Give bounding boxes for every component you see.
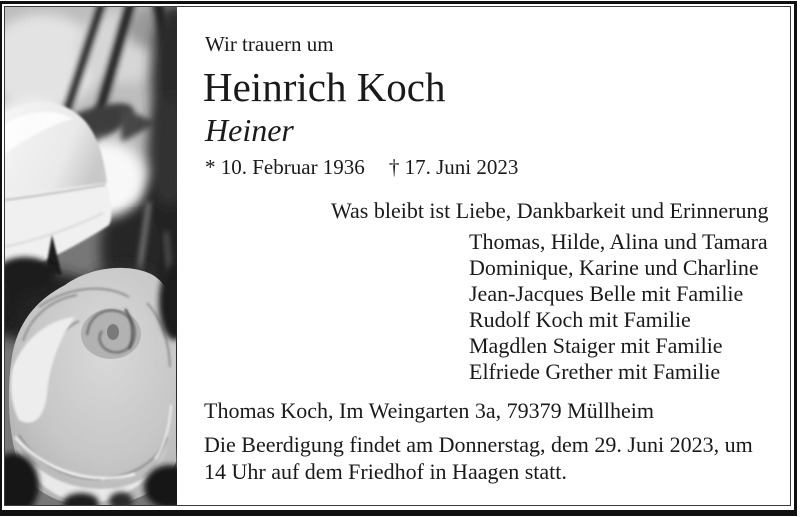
deceased-name: Heinrich Koch [203, 64, 446, 110]
mourners-list [469, 229, 768, 385]
deceased-nickname: Heiner [205, 112, 294, 148]
mourner-line: Elfriede Grether mit Familie [469, 359, 721, 384]
mourner-line: Magdlen Staiger mit Familie [469, 333, 723, 358]
rose-photo [5, 7, 177, 505]
mourner-line: Dominique, Karine und Charline [469, 255, 759, 280]
mourner-line: Thomas, Hilde, Alina und Tamara [469, 229, 768, 254]
intro-text: Wir trauern um [205, 32, 334, 56]
mourner-line: Jean-Jacques Belle mit Familie [469, 281, 744, 306]
life-dates [205, 155, 518, 180]
funeral-line: 14 Uhr auf dem Friedhof in Haagen statt. [204, 459, 567, 484]
epitaph-text: Was bleibt ist Liebe, Dankbarkeit und Erinnerung [331, 198, 769, 223]
funeral-line: Die Beerdigung findet am Donnerstag, dem 29. Juni 2023, um [204, 432, 753, 457]
mourner-line: Rudolf Koch mit Familie [469, 307, 691, 332]
funeral-info [204, 431, 753, 485]
birth-date: * 10. Februar 1936 [205, 155, 365, 179]
contact-address: Thomas Koch, Im Weingarten 3a, 79379 Müllheim [204, 398, 654, 423]
death-date: † 17. Juni 2023 [388, 155, 519, 179]
